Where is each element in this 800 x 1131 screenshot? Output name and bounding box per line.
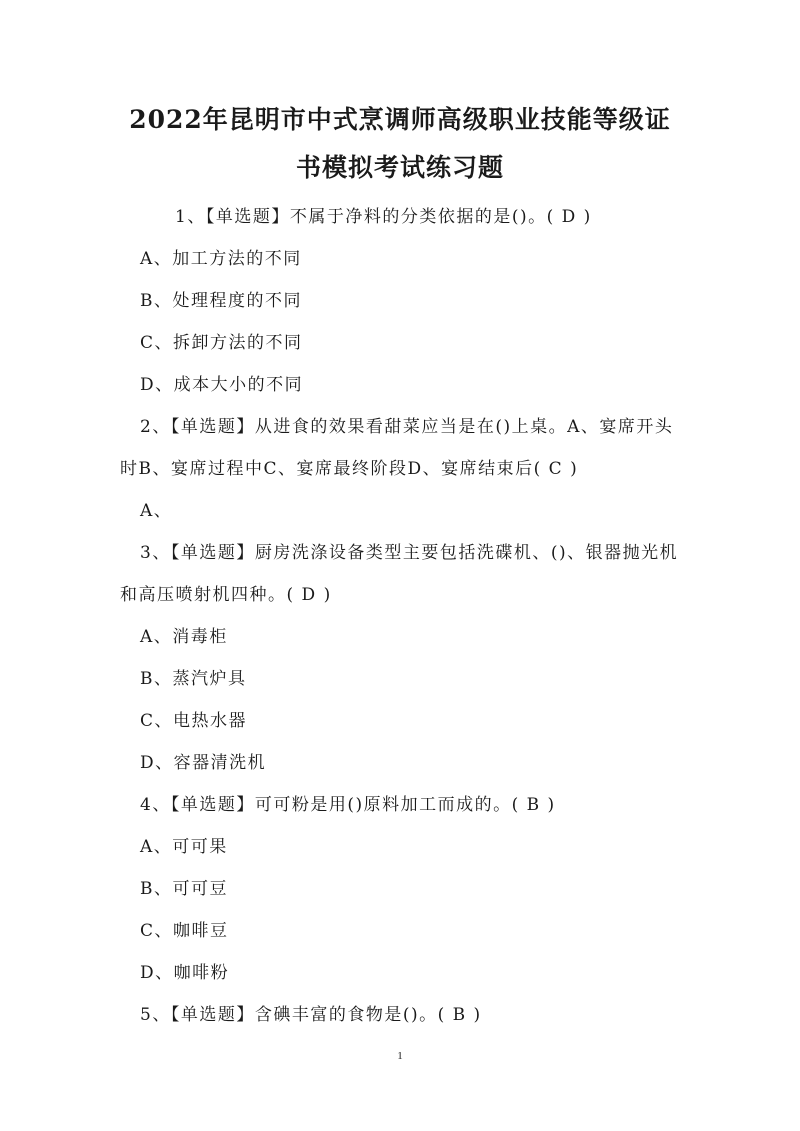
title-line-2: 书模拟考试练习题 <box>295 153 504 182</box>
q4-option-d: D、咖啡粉 <box>140 963 230 983</box>
q1-option-c: C、拆卸方法的不同 <box>140 333 303 353</box>
question-2-continued: 时B、宴席过程中C、宴席最终阶段D、宴席结束后( C ) <box>120 459 579 479</box>
q1-option-b: B、处理程度的不同 <box>140 291 302 311</box>
question-3-continued: 和高压喷射机四种。( D ) <box>120 585 332 605</box>
q3-option-d: D、容器清洗机 <box>140 753 267 773</box>
q4-option-a: A、可可果 <box>140 837 228 857</box>
document-title <box>90 96 710 192</box>
question-1: 1、【单选题】不属于净料的分类依据的是()。( D ) <box>175 207 592 227</box>
q3-option-c: C、电热水器 <box>140 711 248 731</box>
question-3: 3、【单选题】厨房洗涤设备类型主要包括洗碟机、()、银器抛光机 <box>140 543 679 563</box>
title-line-1: 2022年昆明市中式烹调师高级职业技能等级证 <box>129 105 671 134</box>
question-2: 2、【单选题】从进食的效果看甜菜应当是在()上桌。A、宴席开头 <box>140 417 674 437</box>
q3-option-b: B、蒸汽炉具 <box>140 669 247 689</box>
q1-option-d: D、成本大小的不同 <box>140 375 304 395</box>
q2-option-a: A、 <box>140 501 173 521</box>
q1-option-a: A、加工方法的不同 <box>140 249 302 269</box>
question-4: 4、【单选题】可可粉是用()原料加工而成的。( B ) <box>140 795 556 815</box>
page-number: 1 <box>397 1050 403 1062</box>
q3-option-a: A、消毒柜 <box>140 627 228 647</box>
q4-option-c: C、咖啡豆 <box>140 921 229 941</box>
question-5: 5、【单选题】含碘丰富的食物是()。( B ) <box>140 1005 482 1025</box>
q4-option-b: B、可可豆 <box>140 879 228 899</box>
